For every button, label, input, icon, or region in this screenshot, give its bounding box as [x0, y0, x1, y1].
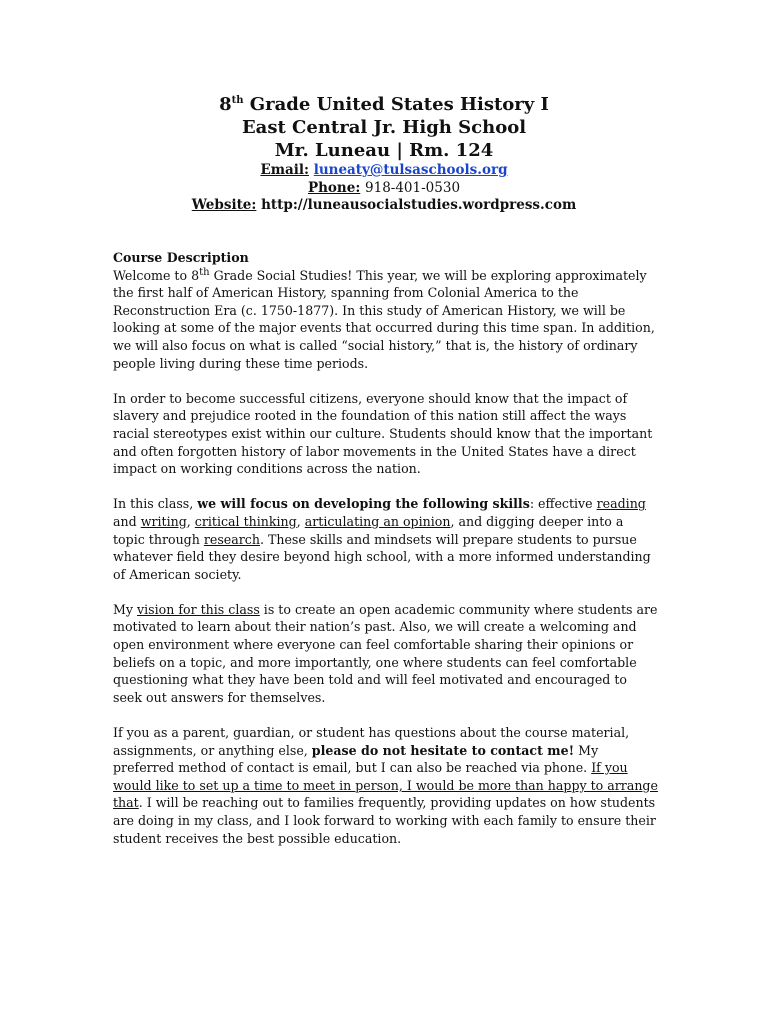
- paragraph-skills: In this class, we will focus on developing the following skills: effective reading and writing, critical thinking, articulating an opinion, and digging deeper into a topic through research. These skills and mindsets will prepare students to pursue whatever field they desire beyond high school, with a more informed understanding of American society.: [113, 496, 651, 582]
- course-title-grade: 8: [219, 94, 232, 115]
- skill-research: research: [203, 531, 260, 547]
- course-description: [113, 249, 658, 865]
- vision-phrase: vision for this class: [137, 601, 260, 617]
- course-title-text: Grade United States History I: [243, 94, 549, 115]
- skill-writing: writing: [140, 513, 187, 529]
- phone-line: [0, 180, 768, 198]
- email-line: [0, 162, 768, 180]
- paragraph-citizens: In order to become successful citizens, everyone should know that the impact of slavery and prejudice rooted in the foundation of this nation still affect the ways racial stereotypes exist within our culture. Students should know that the important and often forgotten history of labor movements in the United States have a direct impact on working conditions across the nation.: [113, 390, 653, 477]
- phone-number: 918-401-0530: [365, 179, 461, 196]
- teacher-room: Mr. Luneau | Rm. 124: [274, 140, 494, 161]
- meeting-phrase: If you would like to set up a time to meet in person, I would be more than happy to arrange that: [113, 760, 658, 811]
- skill-articulating: articulating an opinion: [304, 513, 451, 529]
- skills-focus: we will focus on developing the following skills: [197, 496, 530, 512]
- website-url[interactable]: http://luneausocialstudies.wordpress.com: [261, 197, 577, 213]
- school-name: East Central Jr. High School: [241, 117, 527, 138]
- course-title: [0, 93, 768, 116]
- paragraph-contact: If you as a parent, guardian, or student has questions about the course material, assignments, or anything else, please do not hesitate to contact me! My preferred method of contact is email, but I can also be reached via phone. If you would like to set up a time to meet in person, I would be more than happy to arrange that. I will be reaching out to families frequently, providing updates on how students are doing in my class, and I look forward to working with each family to ensure their student receives the best possible education.: [113, 725, 658, 846]
- phone-label: Phone:: [307, 179, 361, 196]
- website-label: Website:: [191, 197, 257, 213]
- paragraph-welcome: Welcome to 8th Grade Social Studies! This year, we will be exploring approximately the first half of American History, spanning from Colonial America to the Reconstruction Era (c. 1750-1877). In this study of American History, we will be looking at some of the major events that occurred during this time span. In addition, we will also focus on what is called “social history,” that is, the history of ordinary people living during these time periods.: [113, 266, 655, 371]
- skill-critical-thinking: critical thinking: [194, 513, 297, 529]
- email-link[interactable]: luneaty@tulsaschools.org: [313, 162, 508, 178]
- paragraph-vision: My vision for this class is to create an open academic community where students are motivated to learn about their nation’s past. Also, we will create a welcoming and open environment where everyone can feel comfortable sharing their opinions or beliefs on a topic, and more importantly, one where students can feel comfortable questioning what they have been told and will feel motivated and encouraged to seek out answers for themselves.: [113, 601, 658, 705]
- skill-reading: reading: [596, 496, 646, 512]
- website-line: [0, 197, 768, 215]
- contact-me-phrase: please do not hesitate to contact me!: [311, 742, 575, 758]
- syllabus-header: [0, 93, 768, 215]
- section-title: Course Description: [113, 250, 249, 265]
- course-title-sup: th: [231, 95, 244, 106]
- email-label: Email:: [260, 162, 309, 178]
